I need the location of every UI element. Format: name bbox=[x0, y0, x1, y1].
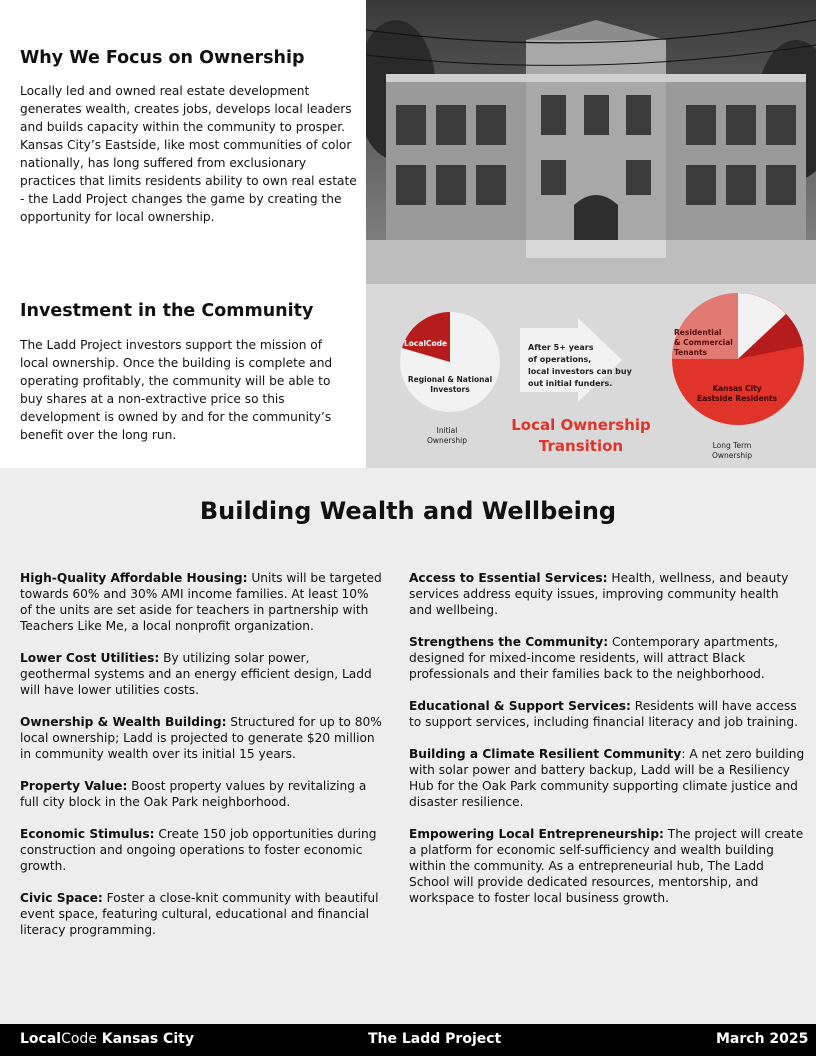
benefit-text: Foster a close-knit community with beautiful event space, featuring cultural, educational and financial literacy programming. bbox=[20, 891, 379, 937]
benefit-text: : A net zero building with solar power and battery backup, Ladd will be a Resiliency Hub for the Oak Park community supporting climate justice and disaster resilience. bbox=[409, 747, 805, 809]
benefit-item bbox=[20, 890, 382, 938]
benefit-text: Residents will have access to support services, including financial literacy and job training. bbox=[409, 699, 798, 729]
benefit-text: Health, wellness, and beauty services address equity issues, improving community health and wellbeing. bbox=[409, 571, 789, 617]
building-photo bbox=[366, 0, 816, 284]
benefit-label: Access to Essential Services: bbox=[409, 571, 608, 585]
benefit-text: Create 150 job opportunities during construction and ongoing operations to foster economic growth. bbox=[20, 827, 377, 873]
arrow-text-3: local investors can buy bbox=[528, 367, 632, 376]
main-title: Building Wealth and Wellbeing bbox=[199, 497, 617, 525]
footer-date: March 2025 bbox=[716, 1031, 809, 1047]
arrow-text-1: After 5+ years bbox=[528, 343, 594, 352]
initial-caption-1: Initial bbox=[436, 426, 458, 435]
benefit-text: Boost property values by revitalizing a full city block in the Oak Park neighborhood. bbox=[20, 779, 367, 809]
residents-label-2: Eastside Residents bbox=[696, 394, 778, 403]
regional-label-2: Investors bbox=[430, 385, 470, 394]
benefit-label: Property Value: bbox=[20, 779, 128, 793]
section-title-investment: Investment in the Community bbox=[20, 301, 314, 321]
tenants-label-1: Residential bbox=[674, 328, 722, 337]
residents-label-1: Kansas City bbox=[712, 384, 762, 393]
regional-label-1: Regional & National bbox=[407, 375, 493, 384]
section-title-ownership: Why We Focus on Ownership bbox=[20, 48, 305, 68]
ownership-paragraph: Locally led and owned real estate development generates wealth, creates jobs, develops local leaders and builds capacity within the community to prosper. Kansas City’s Eastside, like most communities of color nationally, has long suffered from exclusionary practices that limits residents ability to own real estate - the Ladd Project changes the game by creating the opportunity for local ownership. bbox=[20, 84, 357, 224]
benefit-text: Structured for up to 80% local ownership; Ladd is projected to generate $20 million in community wealth over its initial 15 years. bbox=[20, 715, 382, 761]
benefit-label: Ownership & Wealth Building: bbox=[20, 715, 227, 729]
benefit-item bbox=[20, 826, 382, 874]
ownership-diagram-svg bbox=[366, 284, 816, 468]
localcode-label: LocalCode bbox=[404, 339, 448, 348]
investment-paragraph: The Ladd Project investors support the mission of local ownership. Once the building is complete and operating profitably, the community will be able to buy shares at a non-extractive price so this development is owned by and for the community’s benefit over the long run. bbox=[20, 338, 333, 442]
initial-caption-2: Ownership bbox=[427, 436, 467, 445]
final-caption-2: Ownership bbox=[712, 451, 752, 460]
footer-project: The Ladd Project bbox=[368, 1031, 502, 1047]
brand-city: Kansas City bbox=[96, 1031, 194, 1047]
benefit-text: By utilizing solar power, geothermal systems and an energy efficient design, Ladd will have lower utilities costs. bbox=[20, 651, 372, 697]
arrow-text-4: out initial funders. bbox=[528, 379, 613, 388]
benefit-label: Educational & Support Services: bbox=[409, 699, 631, 713]
benefit-text: Units will be targeted towards 60% and 30% AMI income families. At least 10% of the units are set aside for teachers in partnership with Teachers Like Me, a local nonprofit organization. bbox=[20, 571, 382, 633]
benefit-label: High-Quality Affordable Housing: bbox=[20, 571, 248, 585]
transition-title-2: Transition bbox=[538, 437, 624, 455]
benefit-label: Lower Cost Utilities: bbox=[20, 651, 160, 665]
footer-brand bbox=[20, 1031, 194, 1047]
ownership-diagram bbox=[366, 284, 816, 468]
benefits-right-column bbox=[409, 570, 805, 922]
benefit-item bbox=[409, 826, 805, 906]
benefit-item bbox=[20, 650, 382, 698]
benefit-item bbox=[409, 746, 805, 810]
benefit-label: Building a Climate Resilient Community bbox=[409, 747, 682, 761]
benefit-text: Contemporary apartments, designed for mixed-income residents, will attract Black professionals and their families back to the neighborhood. bbox=[409, 635, 779, 681]
benefit-item bbox=[20, 778, 382, 810]
benefit-item bbox=[409, 698, 805, 730]
benefit-label: Civic Space: bbox=[20, 891, 103, 905]
benefit-item bbox=[20, 570, 382, 634]
benefit-label: Strengthens the Community: bbox=[409, 635, 609, 649]
final-caption-1: Long Term bbox=[712, 441, 752, 450]
footer-bar bbox=[0, 1024, 816, 1056]
benefit-item bbox=[409, 570, 805, 618]
benefit-label: Empowering Local Entrepreneurship: bbox=[409, 827, 664, 841]
arrow-text-2: of operations, bbox=[528, 355, 592, 364]
benefits-left-column bbox=[20, 570, 382, 954]
benefit-label: Economic Stimulus: bbox=[20, 827, 155, 841]
brand-local: Local bbox=[20, 1031, 62, 1047]
brand-code: Code bbox=[61, 1031, 97, 1047]
building-illustration bbox=[366, 0, 816, 284]
benefit-item bbox=[20, 714, 382, 762]
benefit-item bbox=[409, 634, 805, 682]
benefit-text: The project will create a platform for economic self-sufficiency and wealth building within the community. As a entrepreneurial hub, The Ladd School will provide dedicated resources, mentorship, and workspace to foster local business growth. bbox=[409, 827, 804, 905]
tenants-label-2: & Commercial bbox=[674, 338, 733, 347]
tenants-label-3: Tenants bbox=[674, 348, 707, 357]
transition-title-1: Local Ownership bbox=[511, 416, 651, 434]
